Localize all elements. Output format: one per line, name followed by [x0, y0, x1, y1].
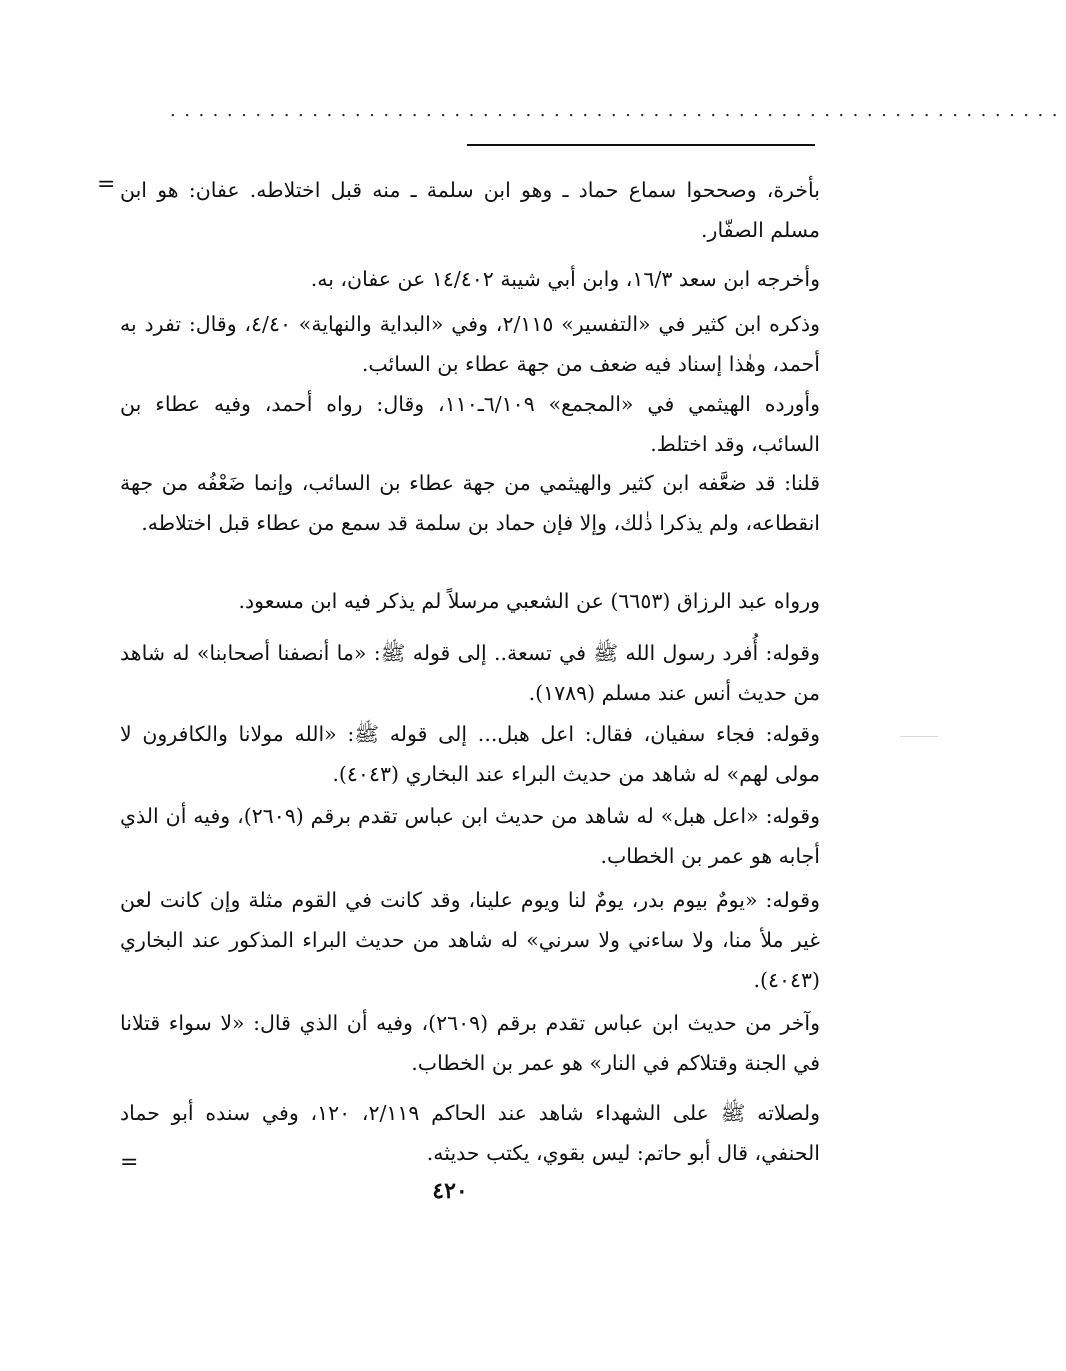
footnote-paragraph-5: قلنا: قد ضعَّفه ابن كثير والهيثمي من جهة عطاء بن السائب، وإنما ضَعْفُه من جهة انقطاعه، ولم يذكرا ذٰلك، وإلا فإن حماد بن سلمة قد سمع من عطاء قبل اختلاطه. — [120, 471, 820, 535]
separator-dots: ............................................................... — [170, 100, 1066, 121]
footnote-paragraph-11: وآخر من حديث ابن عباس تقدم برقم (٢٦٠٩)، وفيه أن الذي قال: «لا سواء قتلانا في الجنة وقتلاكم في النار» هو عمر بن الخطاب. — [120, 1011, 820, 1075]
footnote-paragraph-2: وأخرجه ابن سعد ١٦/٣، وابن أبي شيبة ١٤/٤٠٢ عن عفان، به. — [310, 267, 820, 291]
scan-edge-line — [900, 736, 938, 737]
footnote-paragraph-7: وقوله: أُفرد رسول الله ﷺ في تسعة.. إلى قوله ﷺ: «ما أنصفنا أصحابنا» له شاهد من حديث أنس عند مسلم (١٧٨٩). — [120, 641, 820, 705]
continuation-mark-bottom: = — [120, 1150, 139, 1175]
footnote-paragraph-12: ولصلاته ﷺ على الشهداء شاهد عند الحاكم ٢/١١٩، ١٢٠، وفي سنده أبو حماد الحنفي، قال أبو حاتم: ليس بقوي، يكتب حديثه. — [120, 1101, 820, 1165]
footnote-paragraph-8: وقوله: فجاء سفيان، فقال: اعل هبل... إلى قوله ﷺ: «الله مولانا والكافرون لا مولى لهم» له شاهد من حديث البراء عند البخاري (٤٠٤٣). — [120, 722, 820, 786]
footnote-paragraph-10: وقوله: «يومٌ بيوم بدر، يومٌ لنا ويوم علينا، وقد كانت في القوم مثلة وإن كانت لعن غير ملأ منا، ولا ساءني ولا سرني» له شاهد من حديث البراء المذكور عند البخاري (٤٠٤٣). — [120, 888, 820, 992]
footnote-rule — [467, 144, 815, 146]
footnote-paragraph-1: بأخرة، وصححوا سماع حماد ـ وهو ابن سلمة ـ منه قبل اختلاطه. عفان: هو ابن مسلم الصفّار. — [120, 178, 820, 242]
footnote-paragraph-6: ورواه عبد الرزاق (٦٦٥٣) عن الشعبي مرسلاً لم يذكر فيه ابن مسعود. — [238, 589, 820, 613]
continuation-mark-top: = — [97, 172, 116, 197]
footnote-paragraph-3: وذكره ابن كثير في «التفسير» ٢/١١٥، وفي «البداية والنهاية» ٤/٤٠، وقال: تفرد به أحمد، وهٰذا إسناد فيه ضعف من جهة عطاء بن السائب. — [120, 312, 821, 376]
page-number: ٤٢٠ — [432, 1178, 468, 1204]
footnote-paragraph-9: وقوله: «اعل هبل» له شاهد من حديث ابن عباس تقدم برقم (٢٦٠٩)، وفيه أن الذي أجابه هو عمر بن الخطاب. — [120, 804, 820, 868]
footnote-paragraph-4: وأورده الهيثمي في «المجمع» ٦/١٠٩ـ١١٠، وقال: رواه أحمد، وفيه عطاء بن السائب، وقد اختلط. — [120, 392, 820, 456]
